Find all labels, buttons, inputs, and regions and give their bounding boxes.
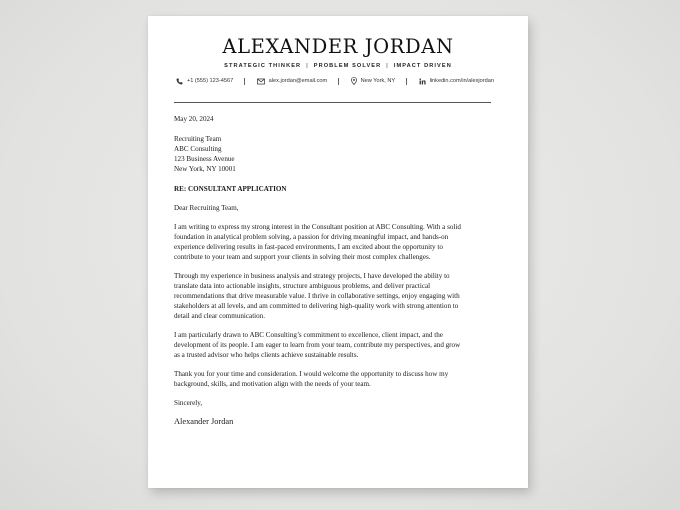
paragraph-line: background, skills, and motivation align with the needs of your team. xyxy=(174,380,371,388)
paragraph xyxy=(174,222,496,262)
tagline-item: STRATEGIC THINKER xyxy=(224,63,302,69)
paragraph-line: Through my experience in business analysis and strategy projects, I have developed the ability to xyxy=(174,272,450,280)
paragraph-line: contribute to your team and support your clients in solving their most complex challenges. xyxy=(174,253,431,261)
recipient-line: ABC Consulting xyxy=(174,145,222,153)
paragraph-line: recommendations that drive measurable value. I thrive in collaborative settings, enjoy engaging with xyxy=(174,292,460,300)
letter-closing: Sincerely, xyxy=(174,399,203,407)
phone-icon xyxy=(176,78,183,85)
email-icon xyxy=(257,78,265,85)
contact-bar xyxy=(176,77,494,85)
contact-divider xyxy=(338,78,339,85)
tagline-item: IMPACT DRIVEN xyxy=(393,63,452,69)
paragraph-line: foundation in analytical problem solving, a passion for driving meaningful impact, and hands-on xyxy=(174,233,449,241)
paragraph-line: Thank you for your time and consideration. I would welcome the opportunity to discuss how my xyxy=(174,370,449,378)
tagline-separator: | xyxy=(306,63,309,69)
location-icon xyxy=(351,77,357,85)
contact-location xyxy=(351,77,396,85)
recipient-block xyxy=(174,134,496,174)
tagline-item: PROBLEM SOLVER xyxy=(313,63,382,69)
recipient-line: 123 Business Avenue xyxy=(174,155,235,163)
contact-linkedin xyxy=(419,78,494,85)
paragraph-line: translate data into actionable insights, structure ambiguous problems, and deliver practical xyxy=(174,282,431,290)
contact-divider xyxy=(244,78,245,85)
tagline-separator: | xyxy=(386,63,389,69)
letter-date: May 20, 2024 xyxy=(174,115,214,123)
paragraph xyxy=(174,369,496,389)
email-text: alex.jordan@email.com xyxy=(268,78,328,84)
letter-body xyxy=(174,114,496,427)
contact-divider xyxy=(406,78,407,85)
paragraph xyxy=(174,271,496,321)
contact-email xyxy=(257,78,328,85)
paragraph xyxy=(174,330,496,360)
linkedin-text: linkedin.com/in/alexjordan xyxy=(429,78,494,84)
salutation: Dear Recruiting Team, xyxy=(174,204,239,212)
location-text: New York, NY xyxy=(360,78,396,84)
linkedin-icon xyxy=(419,78,426,85)
paragraph-line: experience delivering results in fast-paced environments, I am excited about the opportunity to xyxy=(174,243,443,251)
paragraph-line: stakeholders at all levels, and am committed to delivering high-quality work with strong attention to xyxy=(174,302,459,310)
paragraph-line: detail and clear communication. xyxy=(174,312,265,320)
paragraph-line: I am particularly drawn to ABC Consulting’s commitment to excellence, client impact, and the xyxy=(174,331,443,339)
contact-phone xyxy=(176,78,233,85)
signature-name: Alexander Jordan xyxy=(174,417,234,426)
phone-text: +1 (555) 123-4567 xyxy=(187,78,234,84)
applicant-name: ALEXANDER JORDAN xyxy=(222,35,454,58)
tagline xyxy=(148,63,528,69)
cover-letter-page xyxy=(148,16,528,488)
paragraph-line: as a trusted advisor who helps clients achieve sustainable results. xyxy=(174,351,359,359)
header-divider xyxy=(174,102,491,103)
paragraph-line: development of its people. I am eager to learn from your team, contribute my perspectives, and grow xyxy=(174,341,461,349)
recipient-line: Recruiting Team xyxy=(174,135,222,143)
recipient-line: New York, NY 10001 xyxy=(174,165,236,173)
paragraph-line: I am writing to express my strong interest in the Consultant position at ABC Consulting. With a solid xyxy=(174,223,461,231)
letter-subject: RE: CONSULTANT APPLICATION xyxy=(174,185,287,193)
